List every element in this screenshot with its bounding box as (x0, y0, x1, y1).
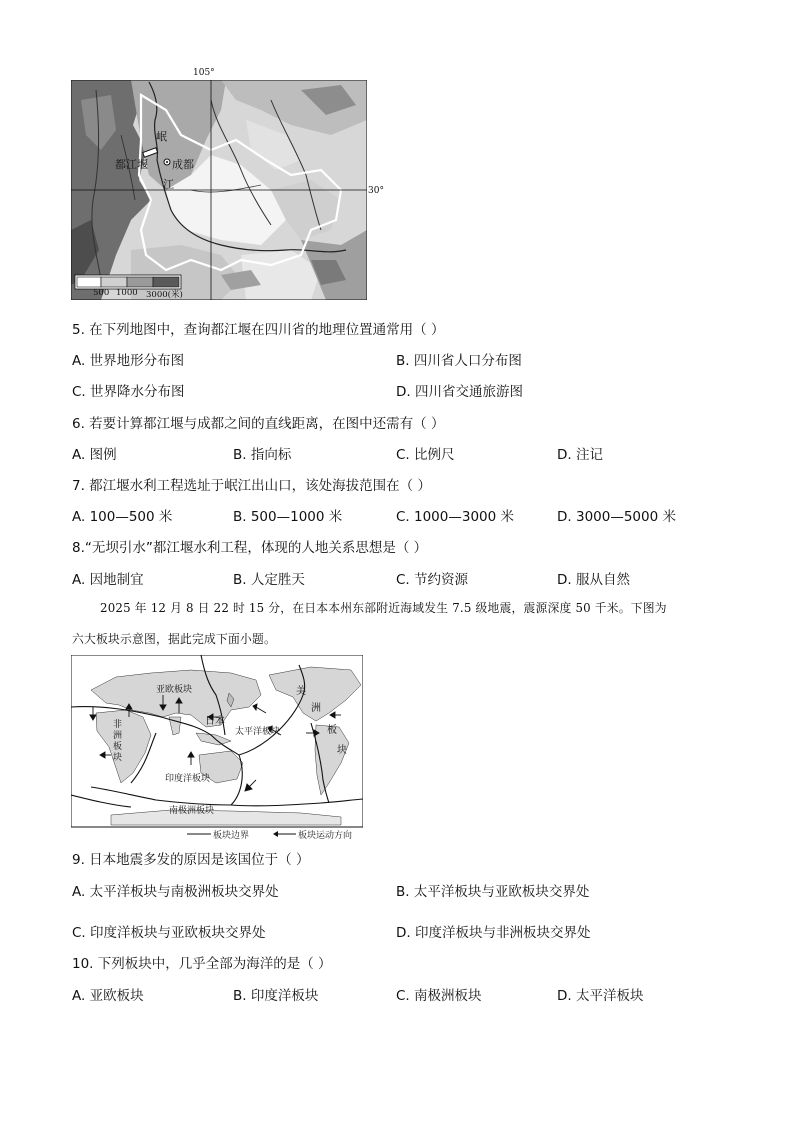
plate-label-american-4: 块 (337, 745, 347, 756)
question-7-option-d[interactable]: D. 3000—5000 米 (557, 509, 676, 525)
question-9-option-c[interactable]: C. 印度洋板块与亚欧板块交界处 (72, 925, 266, 941)
legend-value-500: 500 (93, 288, 110, 298)
plate-label-african-2: 洲 (113, 731, 123, 741)
question-6-option-d[interactable]: D. 注记 (557, 447, 603, 463)
question-5-option-d[interactable]: D. 四川省交通旅游图 (396, 384, 523, 400)
question-6-stem: 6. 若要计算都江堰与成都之间的直线距离，在图中还需有（ ） (72, 416, 445, 432)
question-5-option-b[interactable]: B. 四川省人口分布图 (396, 353, 522, 369)
question-7-stem: 7. 都江堰水利工程选址于岷江出山口，该处海拔范围在（ ） (72, 478, 431, 494)
river-label-jiang: 江 (163, 178, 174, 191)
question-6-option-c[interactable]: C. 比例尺 (396, 447, 455, 463)
passage-line-2: 六大板块示意图，据此完成下面小题。 (72, 632, 276, 646)
question-6-option-a[interactable]: A. 图例 (72, 447, 117, 463)
place-label-chengdu: 成都 (172, 158, 194, 171)
longitude-label: 105° (193, 68, 215, 78)
question-5-option-a[interactable]: A. 世界地形分布图 (72, 353, 185, 369)
question-9-stem: 9. 日本地震多发的原因是该国位于（ ） (72, 852, 310, 868)
plate-label-african-1: 非 (113, 720, 123, 730)
plate-label-american-1: 美 (296, 686, 306, 697)
question-7-option-a[interactable]: A. 100—500 米 (72, 509, 173, 525)
question-9-option-d[interactable]: D. 印度洋板块与非洲板块交界处 (396, 925, 591, 941)
question-7-option-c[interactable]: C. 1000—3000 米 (396, 509, 515, 525)
river-label-min: 岷 (156, 130, 167, 143)
plate-label-african-3: 板 (113, 742, 123, 752)
plate-label-pacific: 太平洋板块 (235, 727, 281, 737)
question-7-option-b[interactable]: B. 500—1000 米 (233, 509, 343, 525)
place-label-dujiangyan: 都江堰 (115, 158, 148, 171)
question-10-option-c[interactable]: C. 南极洲板块 (396, 988, 482, 1004)
topographic-map (71, 68, 367, 300)
question-10-option-a[interactable]: A. 亚欧板块 (72, 988, 144, 1004)
plate-label-indian: 印度洋板块 (165, 774, 211, 784)
latitude-label: 30° (368, 186, 384, 196)
country-label-japan: 日本 (205, 716, 225, 727)
question-8-option-c[interactable]: C. 节约资源 (396, 572, 469, 588)
question-5-stem: 5. 在下列地图中，查询都江堰在四川省的地理位置通常用（ ） (72, 322, 445, 338)
legend-boundary-label: 板块边界 (213, 831, 250, 841)
question-5-option-c[interactable]: C. 世界降水分布图 (72, 384, 185, 400)
plate-label-american-3: 板 (327, 725, 337, 736)
legend-value-1000: 1000 (116, 288, 138, 298)
question-8-option-a[interactable]: A. 因地制宜 (72, 572, 144, 588)
question-8-option-b[interactable]: B. 人定胜天 (233, 572, 305, 588)
plate-label-american-2: 洲 (311, 703, 321, 714)
legend-value-3000: 3000(米) (146, 290, 183, 300)
question-9-option-a[interactable]: A. 太平洋板块与南极洲板块交界处 (72, 884, 279, 900)
plate-label-eurasian: 亚欧板块 (156, 685, 193, 695)
tectonic-plates-map (71, 655, 363, 841)
legend-direction-label: 板块运动方向 (298, 831, 353, 841)
question-10-stem: 10. 下列板块中，几乎全部为海洋的是（ ） (72, 956, 332, 972)
question-8-stem: 8.“无坝引水”都江堰水利工程，体现的人地关系思想是（ ） (72, 540, 428, 556)
question-6-option-b[interactable]: B. 指向标 (233, 447, 292, 463)
question-10-option-d[interactable]: D. 太平洋板块 (557, 988, 644, 1004)
question-8-option-d[interactable]: D. 服从自然 (557, 572, 630, 588)
passage-line-1: 2025 年 12 月 8 日 22 时 15 分，在日本本州东部附近海域发生 7.5 级地震，震源深度 50 千米。下图为 (100, 601, 667, 615)
question-9-option-b[interactable]: B. 太平洋板块与亚欧板块交界处 (396, 884, 590, 900)
plate-label-african-4: 块 (113, 753, 123, 763)
question-10-option-b[interactable]: B. 印度洋板块 (233, 988, 319, 1004)
plate-label-antarctic: 南极洲板块 (169, 806, 215, 816)
topographic-map-graphic (71, 80, 367, 300)
